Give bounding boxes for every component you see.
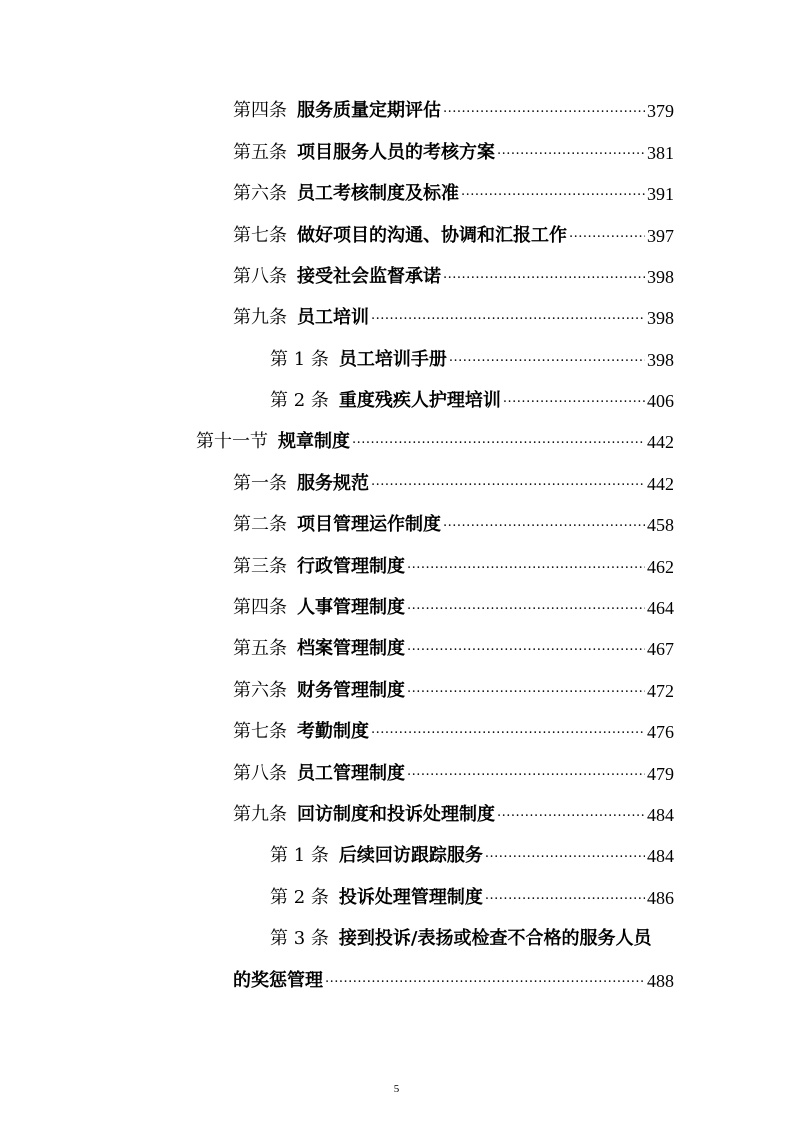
toc-entry-title: 后续回访跟踪服务 xyxy=(338,845,483,866)
toc-entry[interactable] xyxy=(233,715,674,743)
toc-entry-page: 458 xyxy=(647,515,674,535)
toc-entry-page: 406 xyxy=(647,391,674,411)
toc-entry-page: 442 xyxy=(647,474,674,494)
toc-entry-number: 第 1 条 xyxy=(270,845,329,866)
dot-leader xyxy=(407,634,645,658)
toc-entry[interactable] xyxy=(233,508,674,536)
toc-entry-title: 员工培训手册 xyxy=(338,349,447,370)
toc-entry-number: 第六条 xyxy=(233,680,287,701)
dot-leader xyxy=(407,552,645,576)
page-number: 5 xyxy=(393,1083,400,1095)
toc-entry[interactable] xyxy=(233,301,674,329)
toc-entry-number: 第九条 xyxy=(233,307,287,328)
toc-entry-number: 第 1 条 xyxy=(270,349,329,370)
toc-entry-number: 第九条 xyxy=(233,804,287,825)
toc-entry-number: 第二条 xyxy=(233,514,287,535)
toc-entry-title: 服务质量定期评估 xyxy=(297,100,441,121)
toc-entry-title: 接受社会监督承诺 xyxy=(297,266,441,287)
toc-entry-page: 397 xyxy=(647,226,674,246)
toc-entry[interactable] xyxy=(270,922,674,950)
dot-leader xyxy=(503,386,645,410)
toc-entry[interactable] xyxy=(270,839,674,867)
dot-leader xyxy=(371,469,645,493)
toc-entry[interactable] xyxy=(270,881,674,909)
toc-entry-title: 项目管理运作制度 xyxy=(297,514,441,535)
dot-leader xyxy=(371,717,645,741)
toc-entry[interactable] xyxy=(233,757,674,785)
toc-entry[interactable] xyxy=(233,260,674,288)
toc-entry-title: 档案管理制度 xyxy=(297,638,405,659)
toc-entry-title: 人事管理制度 xyxy=(297,597,405,618)
toc-entry-title: 回访制度和投诉处理制度 xyxy=(297,804,495,825)
toc-entry-page: 462 xyxy=(647,557,674,577)
toc-entry[interactable] xyxy=(233,591,674,619)
toc-entry-title: 员工考核制度及标准 xyxy=(297,183,459,204)
toc-entry-page: 379 xyxy=(647,101,674,121)
toc-entry-title: 投诉处理管理制度 xyxy=(338,887,483,908)
toc-entry-number: 第四条 xyxy=(233,597,287,618)
toc-entry-number: 第一条 xyxy=(233,473,287,494)
toc-entry-page: 484 xyxy=(647,805,674,825)
toc-entry[interactable] xyxy=(270,384,674,412)
toc-entry-page: 484 xyxy=(647,846,674,866)
toc-entry[interactable] xyxy=(233,94,674,122)
toc-entry-continuation[interactable] xyxy=(233,964,674,992)
toc-entry-title: 服务规范 xyxy=(297,473,369,494)
dot-leader xyxy=(443,510,645,534)
dot-leader xyxy=(569,221,645,245)
toc-entry-number: 第 2 条 xyxy=(270,390,329,411)
toc-entry-number: 第七条 xyxy=(233,225,287,246)
dot-leader xyxy=(449,345,645,369)
toc-entry-number: 第六条 xyxy=(233,183,287,204)
toc-entry-page: 488 xyxy=(647,971,674,991)
toc-entry-title: 员工培训 xyxy=(297,307,369,328)
dot-leader xyxy=(461,179,645,203)
toc-entry[interactable] xyxy=(233,550,674,578)
dot-leader xyxy=(407,593,645,617)
dot-leader xyxy=(485,883,645,907)
toc-entry-page: 442 xyxy=(647,432,674,452)
toc-entry-title: 考勤制度 xyxy=(297,721,369,742)
toc-entry[interactable] xyxy=(233,136,674,164)
toc-entry-number: 第五条 xyxy=(233,638,287,659)
toc-entry-title: 行政管理制度 xyxy=(297,556,405,577)
dot-leader xyxy=(497,800,645,824)
toc-entry[interactable] xyxy=(233,177,674,205)
toc-entry[interactable] xyxy=(233,674,674,702)
dot-leader xyxy=(443,262,645,286)
toc-entry-number: 第 3 条 xyxy=(270,928,329,949)
toc-entry-title: 项目服务人员的考核方案 xyxy=(297,142,495,163)
dot-leader xyxy=(485,841,645,865)
toc-entry-number: 第 2 条 xyxy=(270,887,329,908)
toc-entry[interactable] xyxy=(196,425,674,453)
toc-entry-title: 规章制度 xyxy=(278,431,350,452)
toc-entry-page: 467 xyxy=(647,639,674,659)
toc-entry-title: 重度残疾人护理培训 xyxy=(338,390,501,411)
toc-entry[interactable] xyxy=(270,343,674,371)
toc-entry-page: 486 xyxy=(647,888,674,908)
toc-entry-page: 479 xyxy=(647,764,674,784)
dot-leader xyxy=(371,303,645,327)
toc-entry-number: 第三条 xyxy=(233,556,287,577)
toc-entry-title: 财务管理制度 xyxy=(297,680,405,701)
toc-entry-page: 398 xyxy=(647,350,674,370)
toc-entry-page: 398 xyxy=(647,267,674,287)
dot-leader xyxy=(443,96,645,120)
toc-entry-number: 第八条 xyxy=(233,266,287,287)
toc-entry-title: 做好项目的沟通、协调和汇报工作 xyxy=(297,225,567,246)
toc-entry-number: 第四条 xyxy=(233,100,287,121)
toc-entry[interactable] xyxy=(233,219,674,247)
dot-leader xyxy=(497,138,645,162)
toc-entry-page: 464 xyxy=(647,598,674,618)
toc-entry[interactable] xyxy=(233,798,674,826)
toc-entry[interactable] xyxy=(233,632,674,660)
toc-entry-title: 的奖惩管理 xyxy=(233,970,323,991)
toc-entry-page: 472 xyxy=(647,681,674,701)
toc-entry-title: 员工管理制度 xyxy=(297,763,405,784)
dot-leader xyxy=(352,427,645,451)
dot-leader xyxy=(325,966,645,990)
toc-entry-page: 398 xyxy=(647,308,674,328)
toc-entry-number: 第七条 xyxy=(233,721,287,742)
toc-entry[interactable] xyxy=(233,467,674,495)
toc-entry-page: 391 xyxy=(647,184,674,204)
dot-leader xyxy=(407,759,645,783)
toc-entry-title: 接到投诉/表扬或检查不合格的服务人员 xyxy=(338,928,652,949)
toc-entry-number: 第十一节 xyxy=(196,431,268,452)
toc-entry-number: 第五条 xyxy=(233,142,287,163)
toc-entry-number: 第八条 xyxy=(233,763,287,784)
dot-leader xyxy=(407,676,645,700)
toc-entry-page: 381 xyxy=(647,143,674,163)
toc-entry-page: 476 xyxy=(647,722,674,742)
